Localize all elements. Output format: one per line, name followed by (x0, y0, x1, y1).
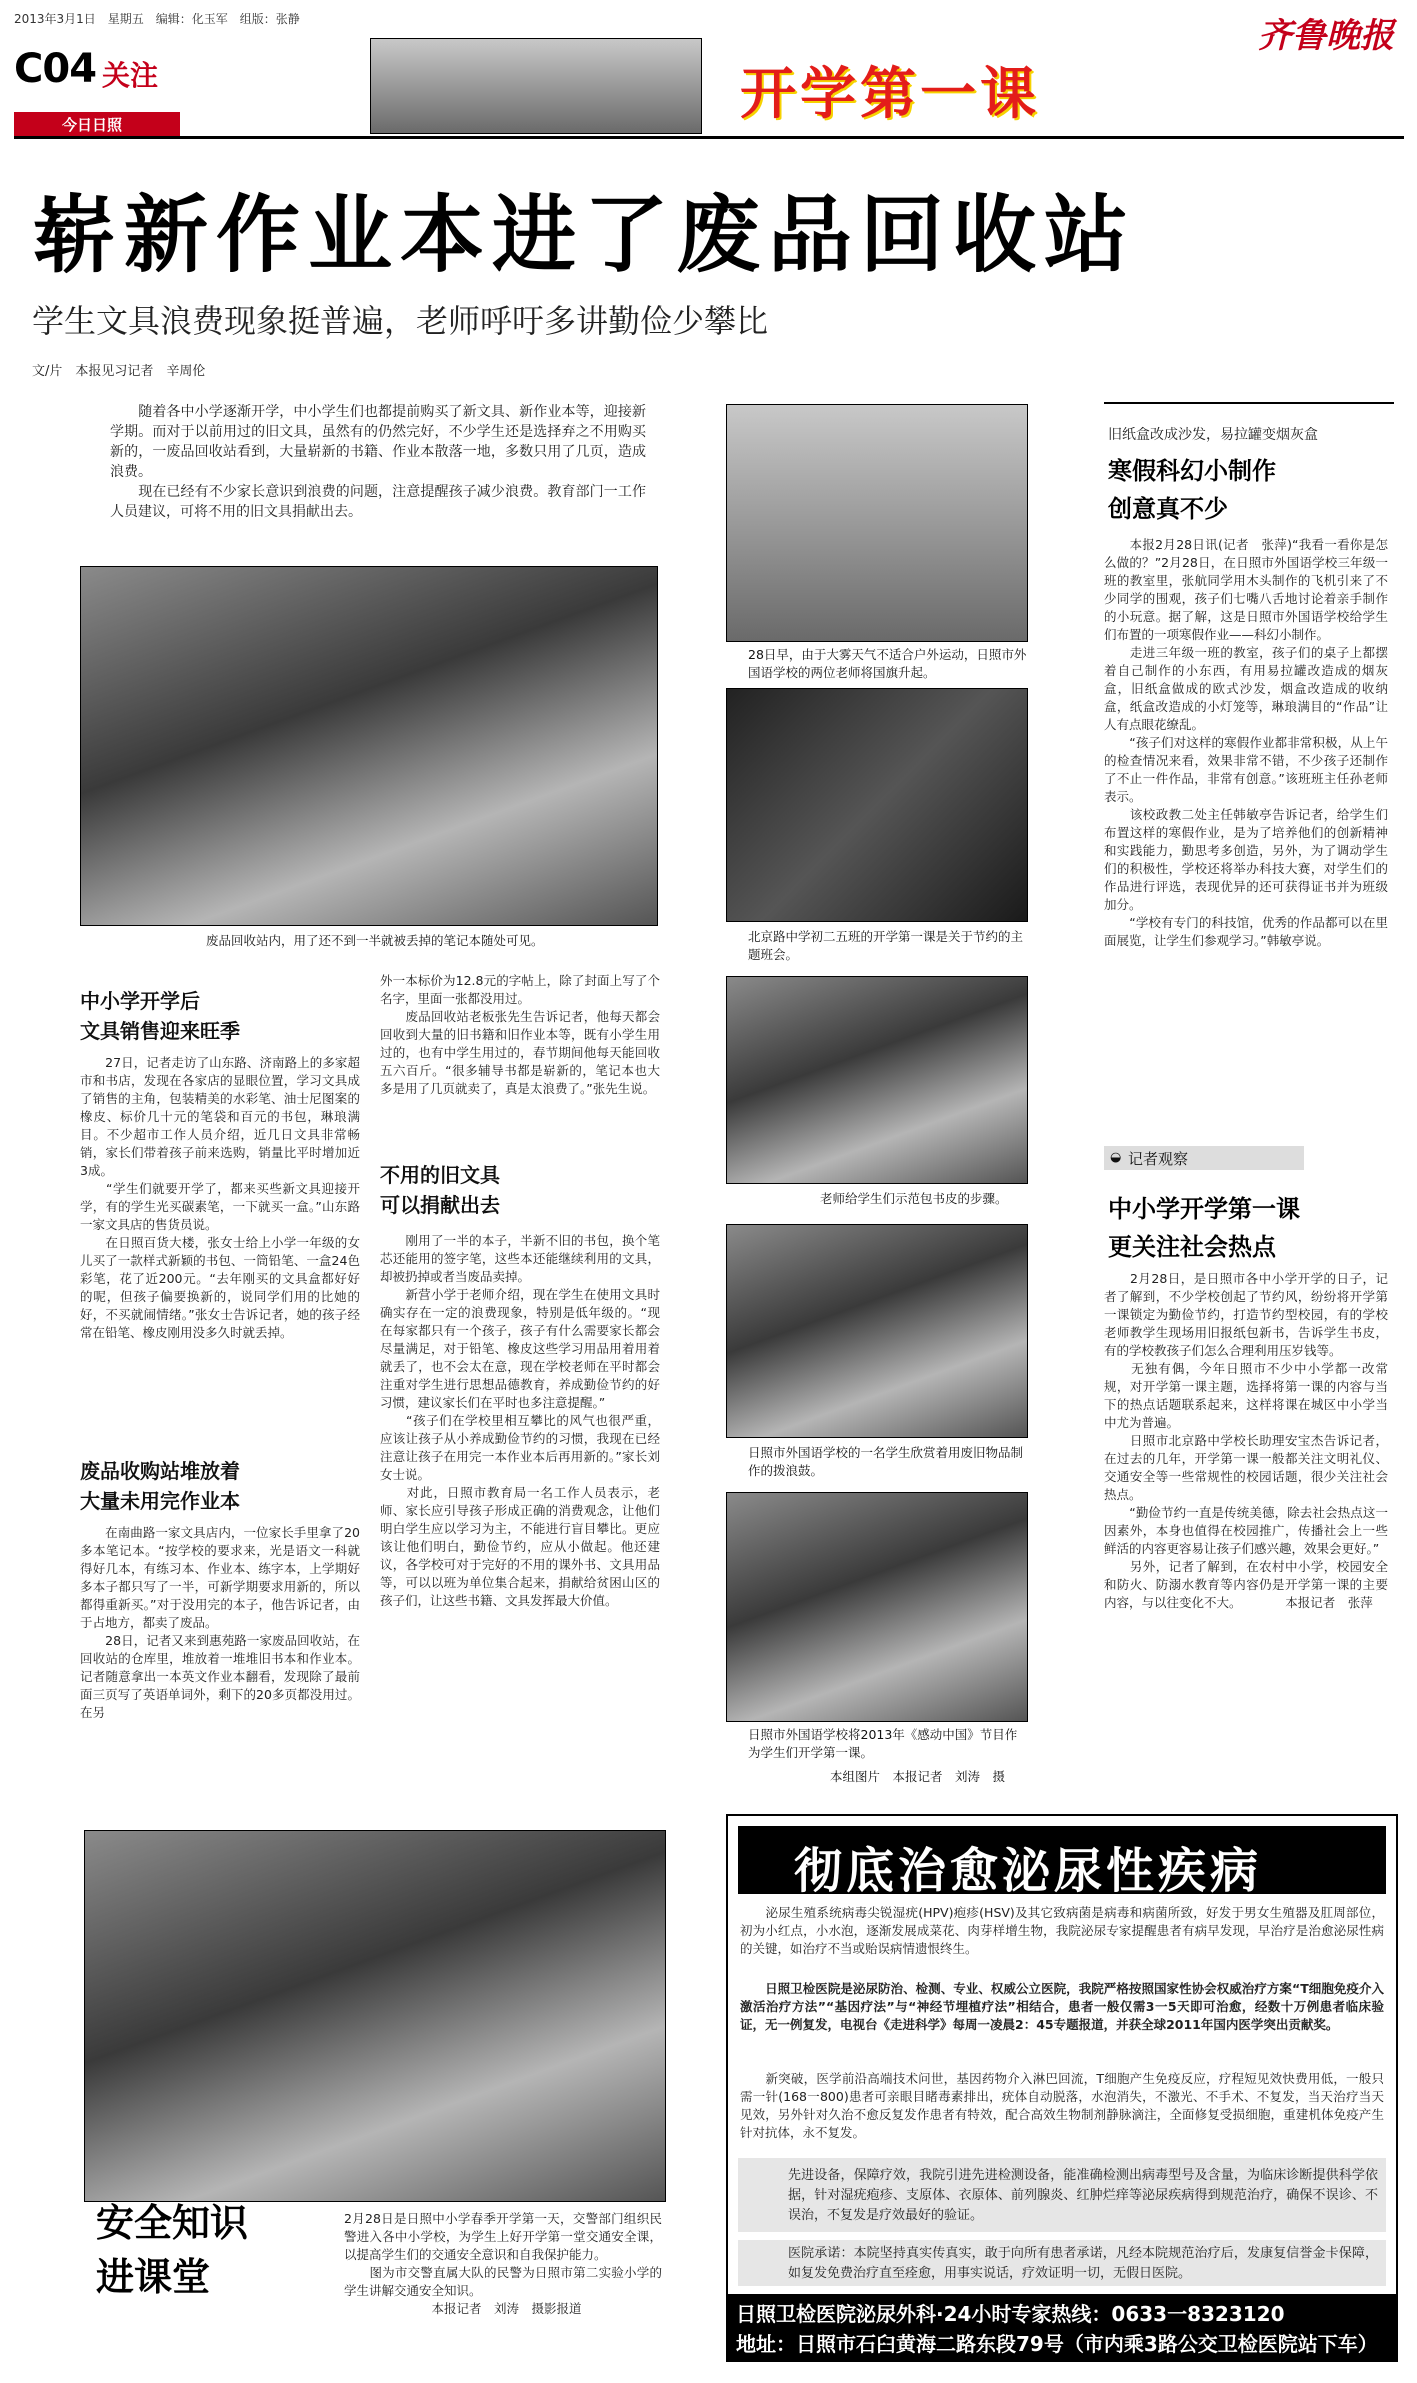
col2-text-1: 外一本标价为12.8元的字帖上，除了封面上写了个名字，里面一张都没用过。 废品回收站老板张先生告诉记者，他每天都会回收到大量的旧书籍和旧作业本等，既有小学生用过的，也有中学生用过的，春节期间他每天能回收五六百斤。“很多辅导书都是崭新的，笔记本也大多是用了几页就卖了，真是太浪费了。”张先生说。 (380, 973, 660, 1096)
ad-paragraph-3: 新突破，医学前沿高端技术问世，基因药物介入淋巴回流，T细胞产生免疫反应，疗程短见效快费用低，一般只需一针(168一800)患者可亲眼目睹毒素排出，疣体自动脱落，水泡消失，不激光、不手术、不复发，当天治疗当天见效，另外针对久治不愈反复发作患者有特效，配合高效生物制剂静脉滴注，全面修复受损细胞，重建机体免疫产生针对抗体，永不复发。 (740, 2071, 1384, 2140)
ad-footer-bar (728, 2294, 1396, 2360)
subsection-label: 今日日照 (62, 116, 123, 134)
recycling-photo (80, 566, 658, 926)
book-cover-photo (726, 976, 1028, 1184)
ad-box-1-text: 先进设备，保障疗效，我院引进先进检测设备，能准确检测出病毒型号及含量，为临床诊断提供科学依据，针对湿疣疱疹、支原体、衣原体、前列腺炎、红肿烂痒等泌尿疾病得到规范治疗，确保不误诊、不误治，不复发是疗效最好的验证。 (788, 2168, 1378, 2223)
right-kicker-rule (1104, 402, 1394, 404)
observe-icon: ◒ (1110, 1150, 1122, 1165)
ad-paragraph-1: 泌尿生殖系统病毒尖锐湿疣(HPV)疱疹(HSV)及其它致病菌是病毒和病菌所致，好发于男女生殖器及肛周部位，初为小红点，小水泡，逐渐发展成菜花、肉芽样增生物，我院泌尿专家提醒患者有病早发现，早治疗是治愈泌尿性病的关键，如治疗不当或贻误病情遗恨终生。 (740, 1905, 1384, 1956)
ad-box-1 (738, 2158, 1386, 2232)
ad-title: 彻底治愈泌尿性疾病 (794, 1843, 1263, 1899)
header-rule (14, 136, 1404, 139)
right-kicker: 旧纸盒改成沙发，易拉罐变烟灰盒 (1108, 427, 1318, 443)
class-meeting-photo (726, 688, 1028, 922)
col1-text-1: 27日，记者走访了山东路、济南路上的多家超市和书店，发现在各家店的显眼位置，学习文具成了销售的主角，包装精美的水彩笔、油士尼图案的橡皮、标价几十元的笔袋和百元的书包，琳琅满目。不少超市工作人员介绍，近几日文具非常畅销，家长们带着孩子前来选购，销量比平时增加近3成。 “学生们就要开学了，都来买些新文具迎接开学，有的学生光买碳素笔，一下就买一盒。”山东路一家文具店的售货员说。 在日照百货大楼，张女士给上小学一年级的女儿买了一款样式新颖的书包、一筒铅笔、一盒24色彩笔，花了近200元。“去年刚买的文具盒都好好的呢，但孩子偏要换新的，说同学们用的比她的好，不买就闹情绪。”张女士告诉记者，她的孩子经常在铅笔、橡皮刚用没多久时就丢掉。 (80, 1055, 360, 1340)
ad-title-bar (738, 1826, 1386, 1899)
dateline: 2013年3月1日 星期五 编辑：化玉军 组版：张静 (14, 12, 300, 26)
banner-title: 开学第一课 (740, 61, 1040, 127)
subheadline: 学生文具浪费现象挺普遍，老师呼吁多讲勤俭少攀比 (32, 302, 769, 340)
intro-text: 随着各中小学逐渐开学，中小学生们也都提前购买了新文具、新作业本等，迎接新学期。而对于以前用过的旧文具，虽然有的仍然完好，不少学生还是选择弃之不用购买新的，一废品回收站看到，大量崭新的书籍、作业本散落一地，多数只用了几页，造成浪费。 现在已经有不少家长意识到浪费的问题，注意提醒孩子减少浪费。教育部门一工作人员建议，可将不用的旧文具捐献出去。 (110, 404, 646, 520)
ad-hotline: 日照卫检医院泌尿外科·24小时专家热线：0633一8323120 (736, 2302, 1285, 2326)
touching-china-photo (726, 1492, 1028, 1722)
flag-raising-caption: 28日早，由于大雾天气不适合户外运动，日照市外国语学校的两位老师将国旗升起。 (748, 647, 1027, 680)
byline: 文/片 本报见习记者 辛周伦 (32, 364, 206, 379)
observe-label: 记者观察 (1128, 1150, 1189, 1168)
subsection-bar (14, 112, 180, 136)
traffic-safety-photo (84, 1830, 666, 2202)
headline: 崭新作业本进了废品回收站 (32, 186, 1137, 284)
rattle-drum-photo (726, 1224, 1028, 1438)
col1-subhead-1: 中小学开学后 文具销售迎来旺季 (80, 989, 240, 1043)
banner-photo (370, 38, 702, 134)
traffic-safety-title: 安全知识 进课堂 (96, 2201, 249, 2299)
col2-subhead-1: 不用的旧文具 可以捐献出去 (380, 1163, 500, 1217)
ad-address: 地址：日照市石臼黄海二路东段79号（市内乘3路公交卫检医院站下车） (736, 2332, 1378, 2356)
ad-box-2 (738, 2240, 1386, 2286)
traffic-safety-caption: 2月28日是日照中小学春季开学第一天，交警部门组织民警进入各中小学校，为学生上好开学第一堂交通安全课，以提高学生们的交通安全意识和自我保护能力。 图为市交警直属大队的民警为日照市第二实验小学的学生讲解交通安全知识。 本报记者 刘涛 摄影报道 (344, 2211, 662, 2316)
right-text: 本报2月28日讯(记者 张萍)“我看一看你是怎么做的？”2月28日，在日照市外国语学校三年级一班的教室里，张航同学用木头制作的飞机引来了不少同学的围观，孩子们七嘴八舌地讨论着亲手制作的小玩意。据了解，这是日照市外国语学校给学生们布置的一项寒假作业——科幻小制作。 走进三年级一班的教室，孩子们的桌子上都摆着自己制作的小东西，有用易拉罐改造成的烟灰盒，旧纸盒做成的欧式沙发，烟盒改造成的收纳盒，纸盒改造成的小灯笼等，琳琅满目的“作品”让人有点眼花缭乱。 “孩子们对这样的寒假作业都非常积极，从上午的检查情况来看，效果非常不错，不少孩子还制作了不止一件作品，非常有创意。”该班班主任孙老师表示。 该校政教二处主任韩敏亭告诉记者，给学生们布置这样的寒假作业，是为了培养他们的创新精神和实践能力，勤思考多创造，另外，为了调动学生们的积极性，学校还将举办科技大赛，对学生们的作品进行评选，表现优异的还可获得证书并为班级加分。 “学校有专门的科技馆，优秀的作品都可以在里面展览，让学生们参观学习。”韩敏亭说。 (1104, 537, 1388, 948)
col1-text-2: 在南曲路一家文具店内，一位家长手里拿了20多本笔记本。“按学校的要求来，光是语文一科就得好几本，有练习本、作业本、练字本，上学期好多本子都只写了一半，可新学期要求用新的，所以都得重新买。”对于没用完的本子，他告诉记者，由于占地方，都卖了废品。 28日，记者又来到惠苑路一家废品回收站，在回收站的仓库里，堆放着一堆堆旧书本和作业本。记者随意拿出一本英文作业本翻看，发现除了最前面三页写了英语单词外，剩下的20多页都没用过。在另 (80, 1525, 360, 1720)
observe-headline: 中小学开学第一课 更关注社会热点 (1108, 1195, 1300, 1261)
class-meeting-caption: 北京路中学初二五班的开学第一课是关于节约的主题班会。 (748, 929, 1024, 962)
rattle-drum-caption: 日照市外国语学校的一名学生欣赏着用废旧物品制作的拨浪鼓。 (748, 1445, 1024, 1478)
center-photo-credit: 本组图片 本报记者 刘涛 摄 (830, 1769, 1006, 1784)
observe-text: 2月28日，是日照市各中小学开学的日子，记者了解到，不少学校创起了节约风，纷纷将开学第一课锁定为勤俭节约，打造节约型校园，有的学校老师教学生现场用旧报纸包新书，告诉学生书皮，有的学校教孩子们怎么合理利用压岁钱等。 无独有偶，今年日照市不少中小学都一改常规，对开学第一课主题，选择将第一课的内容与当下的热点话题联系起来，这样将课在城区中小学当中尤为普遍。 日照市北京路中学校长助理安宝杰告诉记者，在过去的几年，开学第一课一般都关注文明礼仪、交通安全等一些常规性的校园话题，很少关注社会热点。 “勤俭节约一直是传统美德，除去社会热点这一因素外，本身也值得在校园推广，传播社会上一些鲜活的内容更容易让孩子们感兴趣，效果会更好。” 另外，记者了解到，在农村中小学，校园安全和防火、防溺水教育等内容仍是开学第一课的主要内容，与以往变化不大。 本报记者 张萍 (1104, 1271, 1388, 1610)
paper-name-logo: 齐鲁晚报 (1258, 16, 1394, 56)
page-code: C04 (14, 46, 97, 92)
ad-box-2-text: 医院承诺：本院坚持真实传真实，敢于向所有患者承诺，凡经本院规范治疗后，发康复信誉金卡保障，如复发免费治疗直至痊愈，用事实说话，疗效证明一切，无假日医院。 (788, 2246, 1378, 2281)
section-name: 关注 (102, 59, 159, 92)
recycling-photo-caption: 废品回收站内，用了还不到一半就被丢掉的笔记本随处可见。 (206, 933, 544, 948)
touching-china-caption: 日照市外国语学校将2013年《感动中国》节目作为学生们开学第一课。 (748, 1727, 1018, 1760)
flag-raising-photo (726, 404, 1028, 642)
book-cover-caption: 老师给学生们示范包书皮的步骤。 (820, 1191, 1008, 1206)
ad-paragraph-2: 日照卫检医院是泌尿防治、检测、专业、权威公立医院，我院严格按照国家性协会权威治疗方案“T细胞免疫介入激活治疗方法”“基因疗法”与“神经节埋植疗法”相结合，患者一般仅需3一5天即可治愈，经数十万例患者临床验证，无一例复发，电视台《走进科学》每周一凌晨2：45专题报道，并获全球2011年国内医学突出贡献奖。 (740, 1981, 1384, 2032)
col2-text-2: 刚用了一半的本子，半新不旧的书包，换个笔芯还能用的签字笔，这些本还能继续利用的文具，却被扔掉或者当废品卖掉。 新营小学于老师介绍，现在学生在使用文具时确实存在一定的浪费现象，特别是低年级的。“现在每家都只有一个孩子，孩子有什么需要家长都会尽量满足，对于铅笔、橡皮这些学习用品用着用着就丢了，也不会太在意，现在学校老师在平时都会注重对学生进行思想品德教育，养成勤俭节约的好习惯，建议家长们在平时也多注意提醒。” “孩子们在学校里相互攀比的风气也很严重，应该让孩子从小养成勤俭节约的习惯，我现在已经注意让孩子在用完一本作业本后再用新的。”家长刘女士说。 对此，日照市教育局一名工作人员表示，老师、家长应引导孩子形成正确的消费观念，让他们明白学生应以学习为主，不能进行盲目攀比。更应该让他们明白，勤俭节约，应从小做起。他还建议，各学校可对于完好的不用的课外书、文具用品等，可以以班为单位集合起来，捐献给贫困山区的孩子们，让这些书籍、文具发挥最大价值。 (380, 1233, 660, 1608)
right-headline: 寒假科幻小制作 创意真不少 (1108, 457, 1276, 523)
hospital-ad (726, 1814, 1398, 2362)
col1-subhead-2: 废品收购站堆放着 大量未用完作业本 (80, 1459, 240, 1513)
observe-bar (1104, 1146, 1304, 1170)
